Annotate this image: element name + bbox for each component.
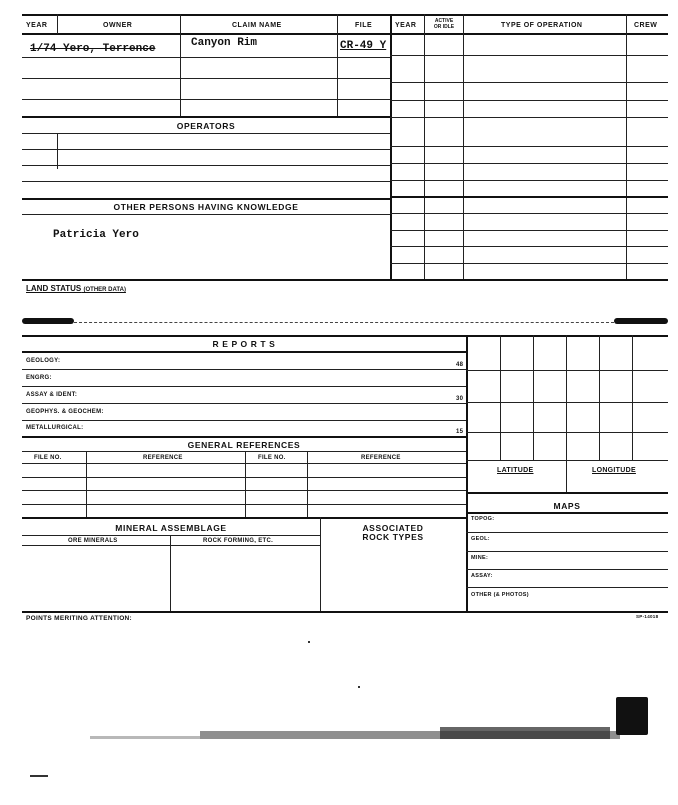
associated-line-1: ASSOCIATED [362,523,424,533]
sep-claim-file [337,14,338,116]
operators-block-bottom [22,198,390,200]
gr-col-file-no-2: FILE NO. [258,455,286,461]
other-person-name: Patricia Yero [53,229,139,241]
operators-row-line [22,149,390,150]
row-line [22,99,390,100]
report-row-line [22,386,466,387]
report-engrg: ENGRG: [26,375,52,381]
header-or-idle: OR IDLE [433,24,455,30]
right-row-line [390,213,668,214]
upper-table-bottom [22,279,668,281]
right-row-line [390,196,668,198]
scan-noise-band [90,736,200,739]
right-row-line [390,117,668,118]
mineral-ore: ORE MINERALS [68,538,118,544]
gr-sep [86,451,87,517]
header-type-of-operation: TYPE OF OPERATION [501,22,583,29]
map-geol: GEOL: [471,536,490,542]
right-row-line [390,230,668,231]
general-references-title: GENERAL REFERENCES [187,440,301,450]
header-crew: CREW [634,22,658,29]
map-row-line [466,569,668,570]
mineral-title: MINERAL ASSEMBLAGE [115,523,227,533]
gr-col-reference-2: REFERENCE [361,455,401,461]
right-row-line [390,82,668,83]
right-row-line [390,163,668,164]
longitude-label: LONGITUDE [592,467,636,474]
reports-top [22,335,668,337]
grid-col [533,335,534,460]
map-other: OTHER (& PHOTOS) [471,592,529,598]
reports-bottom [22,436,466,438]
bottom-table-line [22,611,668,613]
map-row-line [466,532,668,533]
report-assay: ASSAY & IDENT: [26,392,78,398]
report-assay-num: 30 [456,396,464,402]
right-row-line [390,55,668,56]
report-geology: GEOLOGY: [26,358,61,364]
land-status-sub: (OTHER DATA) [83,287,126,293]
gr-col-reference-1: REFERENCE [143,455,183,461]
header-claim-name: CLAIM NAME [232,22,282,29]
operators-title-line [22,133,390,134]
mineral-sep [170,535,171,611]
land-status-label: LAND STATUS [26,284,82,293]
gr-row-line [22,463,466,464]
map-assay: ASSAY: [471,573,493,579]
header-bottom-border [22,33,668,35]
entry-file: CR-49 Y [340,40,387,52]
map-topog: TOPOG: [471,516,495,522]
gr-row-line [22,504,466,505]
reports-title-line [22,351,466,353]
reports-title: R E P O R T S [212,339,276,349]
report-row-line [22,403,466,404]
operators-tick [57,133,58,169]
report-geophys: GEOPHYS. & GEOCHEM: [26,409,104,415]
scan-corner-mark [616,697,648,735]
entry-year-owner: 1/74 Yero, Terrence [30,43,156,55]
sep-year-owner [57,14,58,34]
form-code: SP-14018 [636,614,659,619]
general-references-title-line [22,451,466,452]
other-persons-title-line [22,214,390,215]
sep-owner-claim [180,14,181,116]
sep-type-crew [626,14,627,280]
latitude-label: LATITUDE [497,467,534,474]
header-year: YEAR [26,22,48,29]
row-line [22,57,390,58]
header-file: FILE [355,22,373,29]
operators-row-line [22,165,390,166]
scan-smudge-left [22,318,74,324]
grid-col [500,335,501,460]
gr-sep [245,451,246,517]
grid-row [466,460,668,461]
scan-speck [358,686,360,688]
scan-smudge-right [614,318,668,324]
gr-sep [307,451,308,517]
maps-top [466,492,668,494]
scan-speck [30,775,48,777]
top-border [22,14,668,16]
land-status [26,284,126,293]
gr-row-line [22,477,466,478]
header-active: ACTIVE [434,18,454,24]
grid-row [466,432,668,433]
gr-col-file-no-1: FILE NO. [34,455,62,461]
scan-noise-band [440,727,610,739]
header-owner: OWNER [103,22,133,29]
scan-dash-line [74,322,614,323]
grid-col [599,335,600,460]
map-mine: MINE: [471,555,489,561]
owners-block-bottom [22,116,390,118]
grid-col [632,335,633,460]
report-metallurgical: METALLURGICAL: [26,425,84,431]
grid-row [466,402,668,403]
operators-row-line [22,181,390,182]
right-row-line [390,246,668,247]
entry-claim-name: Canyon Rim [191,37,258,49]
report-metallurgical-num: 15 [456,429,464,435]
operators-title: OPERATORS [176,121,236,131]
gr-bottom [22,517,466,519]
mineral-col-line [22,545,320,546]
scan-speck [308,641,310,643]
mineral-rock-forming: ROCK FORMING, ETC. [203,538,274,544]
report-row-line [22,420,466,421]
sep-year-active [424,14,425,280]
header-year-right: YEAR [395,22,417,29]
sep-active-type [463,14,464,280]
right-row-line [390,180,668,181]
report-row-line [22,369,466,370]
maps-title-line [466,512,668,514]
points-meriting-attention: POINTS MERITING ATTENTION: [26,615,133,622]
other-persons-title: OTHER PERSONS HAVING KNOWLEDGE [113,202,299,212]
right-row-line [390,146,668,147]
map-row-line [466,551,668,552]
map-row-line [466,587,668,588]
mineral-title-line [22,535,320,536]
report-geology-num: 48 [456,362,464,368]
maps-title: MAPS [553,501,581,511]
right-row-line [390,100,668,101]
associated-line-2: ROCK TYPES [362,532,424,542]
gr-row-line [22,490,466,491]
grid-row [466,370,668,371]
grid-col [566,335,567,492]
sep-left-right [390,14,392,280]
row-line [22,78,390,79]
right-row-line [390,263,668,264]
